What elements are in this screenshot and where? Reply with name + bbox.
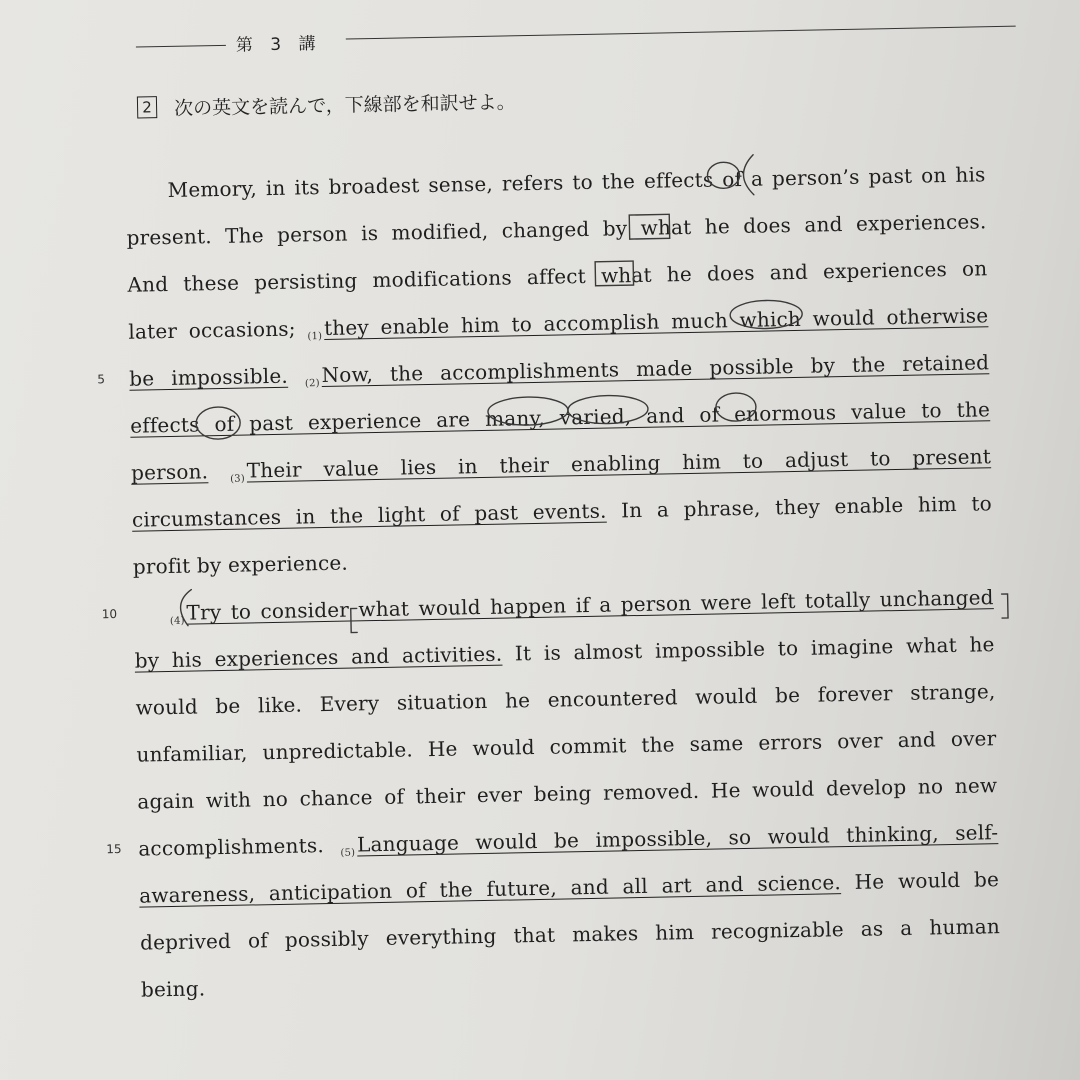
text-line <box>126 209 986 250</box>
text-line <box>127 256 987 297</box>
line-text: Memory, in its broadest sense, refers to the effects of a person’s past on his <box>167 162 986 202</box>
text-line <box>167 162 985 202</box>
text-line <box>132 491 992 532</box>
text-line <box>134 632 994 673</box>
header-rule-right <box>346 26 1016 40</box>
passage-marker-2: (2) <box>304 378 320 390</box>
line-text: unfamiliar, unpredictable. He would commit the same errors over and over <box>136 726 997 767</box>
line-text: profit by experience. <box>132 550 349 579</box>
running-head: 第 3 講 <box>235 33 322 56</box>
underlined-passage-5-end: awareness, anticipation of the future, and all art and science. <box>138 870 842 908</box>
underlined-passage-2-end: person. <box>130 459 209 485</box>
question-instruction: 次の英文を読んで，下線部を和訳せよ。 <box>173 91 516 120</box>
line-text-plain: accomplishments. <box>138 833 325 861</box>
underlined-passage-4: Try to consider what would happen if a person were left totally unchanged <box>186 585 994 625</box>
header-rule-left <box>136 45 226 48</box>
underlined-passage-3: Their value lies in their enabling him to adjust to present <box>246 444 992 483</box>
line-text: present. The person is modified, changed by what he does and experiences. <box>126 209 987 250</box>
line-text-plain: later occasions; <box>128 316 296 344</box>
line-text: again with no chance of their ever being removed. He would develop no new <box>137 773 998 814</box>
bracket-mark <box>1002 594 1008 618</box>
line-text: deprived of possibly everything that makes him recognizable as a human <box>139 914 1001 955</box>
question-number: 2 <box>137 96 157 118</box>
underlined-passage-2-cont: effects of past experience are many, varied, and of enormous value to the <box>129 397 991 438</box>
text-line <box>170 585 994 627</box>
line-text: being. <box>140 976 206 1002</box>
underlined-passage-5: Language would be impossible, so would thinking, self- <box>356 820 999 857</box>
text-line <box>138 820 998 863</box>
underlined-passage-1: they enable him to accomplish much which would otherwise <box>323 303 989 340</box>
underlined-passage-1-end: be impossible. <box>129 363 289 391</box>
line-text: And these persisting modifications affect what he does and experiences on <box>127 256 988 297</box>
line-number: 15 <box>106 841 122 857</box>
text-line <box>137 773 997 814</box>
line-text-plain: In a phrase, they enable him to <box>620 491 993 523</box>
passage-marker-4: (4) <box>169 615 185 628</box>
line-text: would be like. Every situation he encountered would be forever strange, <box>135 679 996 720</box>
underlined-passage-2: Now, the accomplishments made possible by the retained <box>321 350 990 388</box>
passage-marker-3: (3) <box>230 473 246 485</box>
underlined-passage-3-end: circumstances in the light of past events. <box>131 498 607 532</box>
line-text-plain: It is almost impossible to imagine what he <box>514 632 995 666</box>
line-text-plain: He would be <box>854 867 1000 894</box>
text-line <box>130 397 990 438</box>
text-line <box>135 679 995 720</box>
text-line <box>136 726 996 767</box>
line-number: 5 <box>97 372 106 387</box>
page-content <box>60 0 1071 1080</box>
text-line <box>141 961 1001 1002</box>
text-line <box>129 350 989 393</box>
text-line <box>133 538 993 579</box>
text-line <box>128 303 988 346</box>
text-line <box>131 444 991 487</box>
passage-marker-1: (1) <box>307 331 323 343</box>
text-line <box>140 914 1000 955</box>
text-line <box>139 867 999 908</box>
line-number: 10 <box>101 607 118 622</box>
passage-marker-5: (5) <box>340 847 356 859</box>
underlined-passage-4-end: by his experiences and activities. <box>134 641 503 673</box>
